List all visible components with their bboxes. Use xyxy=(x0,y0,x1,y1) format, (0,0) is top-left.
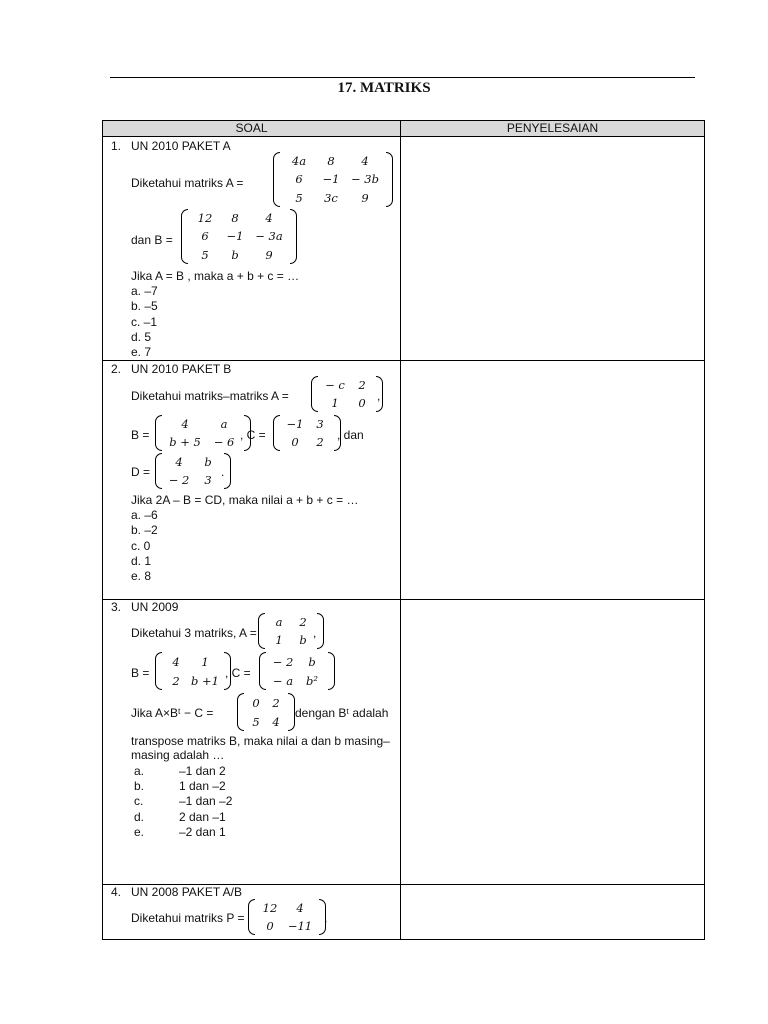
matrix-cell: 9 xyxy=(361,190,369,205)
matrix-cell: 4 xyxy=(181,417,189,431)
matrix-cell: 2 xyxy=(358,378,366,392)
q2-c-label: , C = xyxy=(240,428,266,442)
matrix-cell: 9 xyxy=(265,247,273,262)
q3-c-label: , C = xyxy=(225,666,251,680)
matrix-cell: 12 xyxy=(197,211,213,226)
matrix-b xyxy=(155,652,231,690)
matrix-d xyxy=(155,453,231,489)
matrix-cell: 8 xyxy=(327,154,335,169)
q4-intro: Diketahui matriks P = xyxy=(131,911,245,925)
q3-dengan: dengan Bᵗ adalah xyxy=(295,706,389,720)
q4-source: UN 2008 PAKET A/B xyxy=(131,885,242,899)
matrix-cell: b + 5 xyxy=(169,435,201,449)
matrix-cell: 0 xyxy=(266,919,274,933)
q2-dot: . xyxy=(221,465,225,479)
page-title: 17. MATRIKS xyxy=(337,80,431,96)
q2-option-e: e. 8 xyxy=(131,569,152,583)
matrix-cell: 2 xyxy=(316,435,324,449)
matrix-cell: 4 xyxy=(296,901,304,915)
question-4 xyxy=(103,885,400,939)
question-2 xyxy=(103,361,400,599)
q1-question: Jika A = B , maka a + b + c = … xyxy=(131,269,300,283)
q2-intro: Diketahui matriks–matriks A = xyxy=(131,389,289,403)
q3-b-label: B = xyxy=(131,666,150,680)
matrix-cell: 2 xyxy=(272,695,280,710)
matrix-a xyxy=(311,376,383,412)
q2-option-d: d. 1 xyxy=(131,554,152,568)
matrix-cell: 1 xyxy=(275,633,283,647)
matrix-cell: 5 xyxy=(201,247,209,262)
matrix-cell: − 3a xyxy=(255,229,283,244)
matrix-cell: b xyxy=(231,247,239,262)
q2-source: UN 2010 PAKET B xyxy=(131,362,232,376)
matrix-cell: 8 xyxy=(231,211,239,226)
matrix-cell: − a xyxy=(272,673,294,688)
matrix-cell: a xyxy=(275,615,283,629)
q3-option-c-text: –1 dan –2 xyxy=(179,794,233,808)
matrix-cell: 4 xyxy=(175,455,183,469)
matrix-cell: − c xyxy=(325,378,345,392)
q3-option-c-letter: c. xyxy=(134,794,144,808)
question-row-1 xyxy=(103,137,705,361)
matrix-cell: 3 xyxy=(204,473,212,487)
q3-option-e-text: –2 dan 1 xyxy=(179,825,226,839)
q3-option-e-letter: e. xyxy=(134,825,145,839)
matrix-cell: − 6 xyxy=(213,435,235,449)
matrix-cell: − 2 xyxy=(168,473,190,487)
matrix-cell: b² xyxy=(306,673,318,688)
answer-cell-1[interactable] xyxy=(401,137,705,361)
q3-option-d-text: 2 dan –1 xyxy=(179,810,226,824)
q3-option-b-letter: b. xyxy=(134,779,145,793)
matrix-cell: − 2 xyxy=(272,654,294,669)
matrix-cell: 0 xyxy=(291,435,299,449)
matrix-p xyxy=(248,899,326,935)
matrix-cell: 2 xyxy=(299,615,307,629)
answer-cell-4[interactable] xyxy=(401,885,705,940)
q2-number: 2. xyxy=(111,362,122,376)
matrix-cell: b +1 xyxy=(191,673,219,688)
matrix-cell: 3c xyxy=(324,190,338,205)
matrix-cell: 12 xyxy=(262,901,278,915)
q1-option-d: d. 5 xyxy=(131,330,152,344)
q3-line2: transpose matriks B, maka nilai a dan b masing– xyxy=(131,734,390,748)
matrix-b xyxy=(181,209,297,264)
q1-number: 1. xyxy=(111,139,122,153)
q4-number: 4. xyxy=(111,885,122,899)
q3-option-a-letter: a. xyxy=(134,764,145,778)
q1-source: UN 2010 PAKET A xyxy=(131,139,231,153)
matrix-cell: 4 xyxy=(272,714,280,729)
header-rule xyxy=(110,77,695,78)
matrix-cell: b xyxy=(299,633,307,647)
matrix-cell: 1 xyxy=(201,654,209,669)
matrix-cell: 6 xyxy=(295,172,303,187)
matrix-cell: 0 xyxy=(252,695,260,710)
matrix-cell: −11 xyxy=(287,919,313,933)
matrix-cell: −1 xyxy=(286,417,304,431)
matrix-cell: 5 xyxy=(252,714,260,729)
matrix-a xyxy=(273,152,393,207)
q4-comma: , xyxy=(324,911,328,925)
question-row-4 xyxy=(103,885,705,940)
q2-option-b: b. –2 xyxy=(131,523,158,537)
matrix-cell: 3 xyxy=(316,417,324,431)
question-row-2 xyxy=(103,361,705,600)
matrix-cell: b xyxy=(204,455,212,469)
q2-option-a: a. –6 xyxy=(131,508,158,522)
matrix-cell: 4a xyxy=(291,154,307,169)
matrix-cell: b xyxy=(308,654,316,669)
q1-option-c: c. –1 xyxy=(131,315,158,329)
q1-option-b: b. –5 xyxy=(131,299,158,313)
q3-intro: Diketahui 3 matriks, A = xyxy=(131,626,257,640)
q3-source: UN 2009 xyxy=(131,600,179,614)
q1-option-a: a. –7 xyxy=(131,284,158,298)
matrix-cell: 4 xyxy=(265,211,273,226)
q3-option-d-letter: d. xyxy=(134,810,145,824)
q1-option-e: e. 7 xyxy=(131,345,152,359)
matrix-b xyxy=(155,415,251,451)
q1-intro: Diketahui matriks A = xyxy=(131,176,244,190)
matrix-c xyxy=(273,415,341,451)
question-table xyxy=(102,120,705,940)
question-1 xyxy=(103,137,400,360)
q2-comma: , xyxy=(377,389,381,403)
q2-dan: , dan xyxy=(337,428,364,442)
matrix-c xyxy=(259,652,335,690)
answer-cell-2[interactable] xyxy=(401,361,705,600)
matrix-cell: 1 xyxy=(331,396,339,410)
matrix-cell: − 3b xyxy=(351,172,379,187)
matrix-cell: a xyxy=(220,417,228,431)
column-header-soal: SOAL xyxy=(103,121,401,137)
q2-d-label: D = xyxy=(131,465,151,479)
matrix-cell: 6 xyxy=(201,229,209,244)
matrix-cell: −1 xyxy=(322,172,340,187)
question-row-3 xyxy=(103,600,705,885)
matrix-cell: 5 xyxy=(295,190,303,205)
q3-line3: masing adalah … xyxy=(131,748,225,762)
matrix-cell: 4 xyxy=(172,654,180,669)
q2-option-c: c. 0 xyxy=(131,539,151,553)
q2-question: Jika 2A – B = CD, maka nilai a + b + c = … xyxy=(131,493,359,507)
matrix-cell: 0 xyxy=(358,396,366,410)
q3-number: 3. xyxy=(111,600,122,614)
matrix-cell: 4 xyxy=(361,154,369,169)
column-header-penyelesaian: PENYELESAIAN xyxy=(401,121,705,137)
matrix-m xyxy=(237,693,295,731)
q2-b-label: B = xyxy=(131,428,150,442)
q3-jika: Jika A×Bᵗ − C = xyxy=(131,706,214,720)
q3-option-a-text: –1 dan 2 xyxy=(179,764,226,778)
answer-cell-3[interactable] xyxy=(401,600,705,885)
matrix-cell: −1 xyxy=(226,229,244,244)
question-3 xyxy=(103,600,400,884)
q1-and-b: dan B = xyxy=(131,233,173,247)
q3-comma: , xyxy=(313,626,317,640)
matrix-cell: 2 xyxy=(172,673,180,688)
q3-option-b-text: 1 dan –2 xyxy=(179,779,226,793)
